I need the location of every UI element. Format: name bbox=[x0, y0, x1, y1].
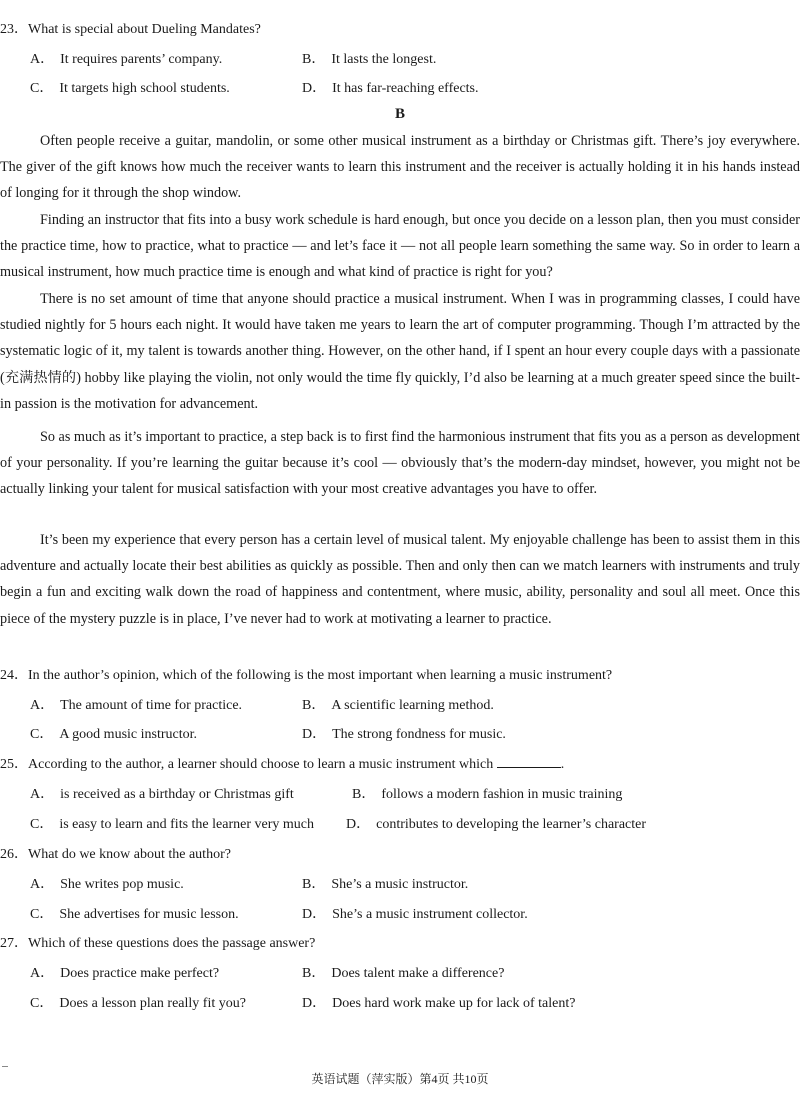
question-number: 26． bbox=[0, 847, 28, 862]
option-d: D． The strong fondness for music. bbox=[302, 727, 506, 742]
answer-blank bbox=[497, 755, 561, 768]
question-number: 27． bbox=[0, 936, 28, 951]
passage-paragraph-5: It’s been my experience that every person has a certain level of musical talent. My enjoyable challenge has been to assist them in this adventure and actually locate their best abilities as quickly as possible. Then and only then can we match learners with instruments and truly begin a fun and exciting walk down the road of happiness and contentment, where music, ability, personality and soul all meet. Once this piece of the mystery puzzle is in place, I’ve never had to work at motivating a learner to practice. bbox=[0, 532, 800, 627]
page-edge-mark bbox=[2, 1066, 8, 1067]
question-23-stem bbox=[0, 18, 261, 38]
section-heading: B bbox=[394, 106, 405, 122]
option-a: A． is received as a birthday or Christmas gift bbox=[30, 787, 294, 802]
passage-paragraph-1: Often people receive a guitar, mandolin, or some other musical instrument as a birthday or Christmas gift. There’s joy everywhere. The giver of the gift knows how much the receiver wants to learn this instrument and the receiver is actually holding it in his hands instead of longing for it through the shop window. bbox=[0, 133, 800, 202]
question-number: 25． bbox=[0, 757, 28, 772]
question-text: Which of these questions does the passage answer? bbox=[28, 936, 316, 951]
passage-paragraph-4: So as much as it’s important to practice, a step back is to first find the harmonious instrument that fits you as a person as development of your personality. If you’re learning the guitar because it’s cool — obviously that’s the modern-day mindset, however, you might not be actually linking your talent for musical satisfaction with your most creative advantages you have to offer. bbox=[0, 429, 800, 498]
option-a: A． It requires parents’ company. bbox=[30, 52, 223, 67]
question-number: 24． bbox=[0, 668, 28, 683]
question-text: In the author’s opinion, which of the following is the most important when learning a music instrument? bbox=[28, 668, 613, 683]
option-b: B． A scientific learning method. bbox=[302, 698, 494, 713]
option-c: C． She advertises for music lesson. bbox=[30, 907, 239, 922]
option-a: A． The amount of time for practice. bbox=[30, 698, 243, 713]
question-text: What is special about Dueling Mandates? bbox=[28, 22, 261, 37]
option-d: D． It has far-reaching effects. bbox=[302, 81, 479, 96]
question-26-stem bbox=[0, 843, 231, 863]
option-a: A． She writes pop music. bbox=[30, 877, 184, 892]
question-number: 23． bbox=[0, 22, 28, 37]
option-b: B． She’s a music instructor. bbox=[302, 877, 469, 892]
option-c: C． is easy to learn and fits the learner very much bbox=[30, 817, 314, 832]
option-c: C． A good music instructor. bbox=[30, 727, 198, 742]
option-d: D． She’s a music instrument collector. bbox=[302, 907, 528, 922]
option-a: A． Does practice make perfect? bbox=[30, 966, 220, 981]
passage-paragraph-2: Finding an instructor that fits into a busy work schedule is hard enough, but once you decide on a lesson plan, then you must consider the practice time, how to practice, what to practice — and let’s face it — not all people learn something the same way. So in order to learn a musical instrument, how much practice time is enough and what kind of practice is right for you? bbox=[0, 212, 800, 281]
passage-paragraph-3: There is no set amount of time that anyone should practice a musical instrument. When I was in programming classes, I could have studied nightly for 5 hours each night. It would have taken me years to learn the art of computer programming. Though I’m attracted by the systematic logic of it, my talent is towards another thing. However, on the other hand, if I spent an hour every couple days with a passionate (充满热情的) hobby like playing the violin, not only would the time fly quickly, I’d also be learning at a much greater speed since the built-in passion is the motivation for advancement. bbox=[0, 291, 800, 412]
question-24-stem bbox=[0, 664, 612, 684]
question-25-stem: 25．According to the author, a learner should choose to learn a music instrument which . bbox=[0, 757, 565, 772]
option-d: D． contributes to developing the learner’s character bbox=[346, 817, 647, 832]
option-d: D． Does hard work make up for lack of talent? bbox=[302, 996, 576, 1011]
question-text: What do we know about the author? bbox=[28, 847, 231, 862]
option-c: C． It targets high school students. bbox=[30, 81, 230, 96]
question-27-stem bbox=[0, 932, 315, 952]
option-c: C． Does a lesson plan really fit you? bbox=[30, 996, 246, 1011]
option-b: B． Does talent make a difference? bbox=[302, 966, 505, 981]
question-text: According to the author, a learner should choose to learn a music instrument which bbox=[28, 757, 494, 772]
page-footer: 英语试题（萍实版）第4页 共10页 bbox=[311, 1072, 489, 1086]
option-b: B． follows a modern fashion in music training bbox=[352, 787, 623, 802]
option-b: B． It lasts the longest. bbox=[302, 52, 437, 67]
